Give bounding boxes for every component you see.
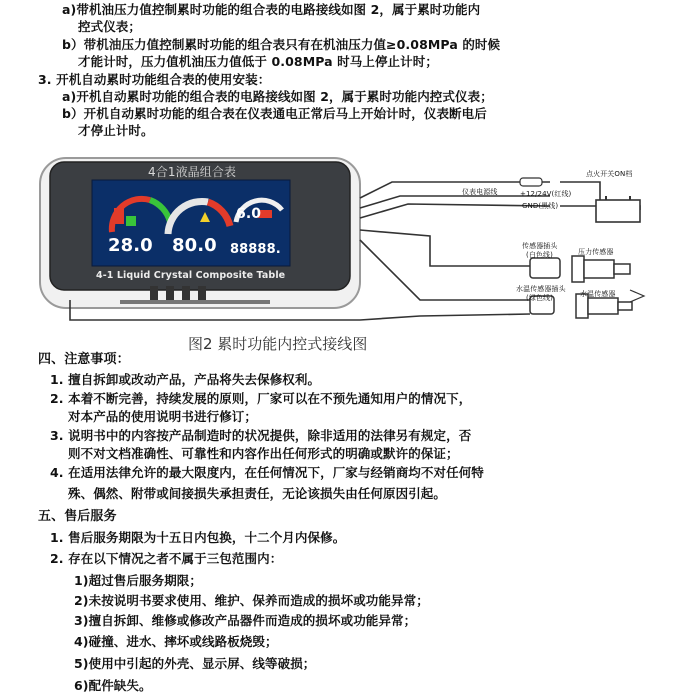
label-temp-plug-sub: (绿色线) — [526, 294, 553, 302]
label-temp-plug: 水温传感器插头 — [516, 285, 566, 293]
notes-line-6: 4. 在适用法律允许的最大限度内，在任何情况下，厂家与经销商均不对任何特 — [50, 465, 484, 480]
label-oil-plug-sub: (白色线) — [526, 251, 553, 259]
readout-mid: 80.0 — [172, 235, 217, 256]
intro-heading-3: 3. 开机自动累时功能组合表的使用安装： — [38, 72, 271, 87]
intro-line-3: b）带机油压力值控制累时功能的组合表只有在机油压力值≥0.08MPa 的时候 — [62, 37, 501, 52]
service-line-1: 1. 售后服务期限为十五日内包换，十二个月内保修。 — [50, 530, 346, 545]
label-power: 仪表电源线 — [462, 188, 498, 196]
panel-title: 4合1液晶组合表 — [148, 165, 237, 179]
notes-line-1: 1. 擅自拆卸或改动产品，产品将失去保修权利。 — [50, 372, 321, 387]
service-item-3: 3)擅自拆卸、维修或修改产品器件而造成的损坏或功能异常； — [74, 613, 417, 628]
readout-right-bottom: 88888. — [230, 242, 281, 257]
label-temp-sensor: 水温传感器 — [580, 290, 616, 298]
service-heading: 五、售后服务 — [38, 509, 117, 524]
intro-line-2: 控式仪表； — [78, 19, 142, 34]
intro-line-6: a)开机自动累时功能的组合表的电路接线如图 2，属于累时功能内控式仪表； — [62, 89, 493, 104]
notes-line-4: 3. 说明书中的内容按产品制造时的状况提供，除非适用的法律另有规定，否 — [50, 428, 472, 443]
intro-line-8: 才停止计时。 — [78, 123, 154, 138]
intro-line-4: 才能计时，压力值机油压力值低于 0.08MPa 时马上停止计时； — [78, 54, 438, 69]
service-item-1: 1)超过售后服务期限； — [74, 573, 203, 588]
service-item-6: 6)配件缺失。 — [74, 678, 152, 693]
label-oil-plug: 传感器插头 — [522, 242, 558, 250]
label-pressure-sensor: 压力传感器 — [578, 248, 614, 256]
panel-subtitle: 4-1 Liquid Crystal Composite Table — [96, 270, 286, 281]
readout-right-top: 6.0 — [236, 206, 262, 222]
service-item-2: 2)未按说明书要求使用、维护、保养而造成的损坏或功能异常； — [74, 593, 429, 608]
intro-line-1: a)带机油压力值控制累时功能的组合表的电路接线如图 2，属于累时功能内 — [62, 2, 481, 17]
service-item-4: 4)碰撞、进水、摔坏或线路板烧毁； — [74, 634, 278, 649]
notes-line-5: 则不对文档准确性、可靠性和内容作出任何形式的明确或默许的保证； — [68, 446, 459, 461]
figure-caption: 图2 累时功能内控式接线图 — [188, 335, 368, 353]
label-switch: 点火开关ON档 — [586, 170, 633, 178]
notes-line-2: 2. 本着不断完善，持续发展的原则，厂家可以在不预先通知用户的情况下， — [50, 391, 472, 406]
readout-left: 28.0 — [108, 235, 153, 256]
service-line-2: 2. 存在以下情况之者不属于三包范围内： — [50, 551, 283, 566]
notes-line-7: 殊、偶然、附带或间接损失承担责任，无论该损失由任何原因引起。 — [68, 486, 447, 501]
intro-line-7: b）开机自动累时功能的组合表在仪表通电正常后马上开始计时，仪表断电后 — [62, 106, 487, 121]
label-voltage: +12/24V(红线) — [520, 190, 572, 198]
notes-heading: 四、注意事项： — [38, 352, 130, 367]
label-ground: GND(黑线) — [522, 202, 559, 210]
service-item-5: 5)使用中引起的外壳、显示屏、线等破损； — [74, 656, 316, 671]
notes-line-3: 对本产品的使用说明书进行修订； — [68, 409, 258, 424]
